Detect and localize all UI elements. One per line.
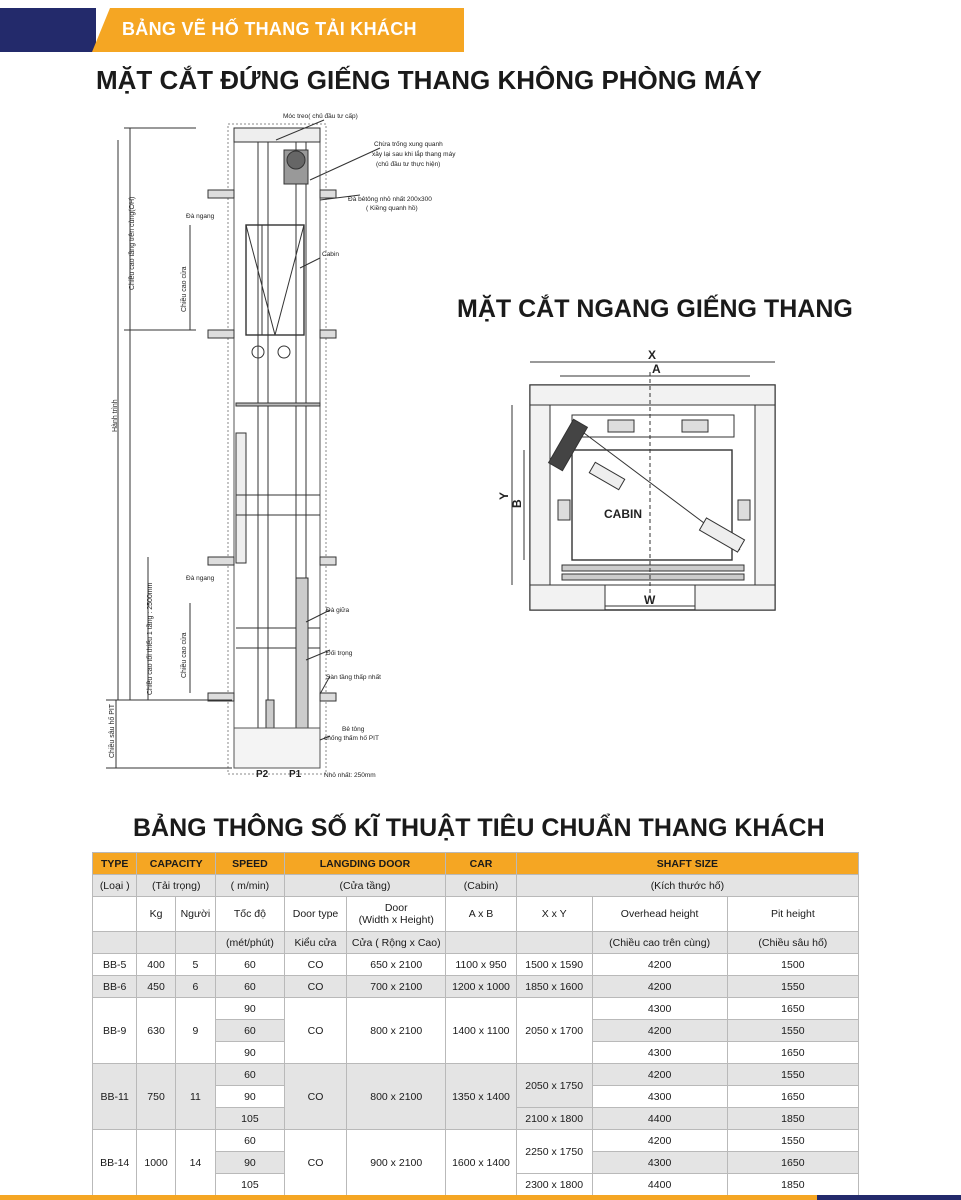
sub-shaft: (Kích thước hố) [516,875,858,897]
col-kg: Kg [137,897,175,932]
cell: 14 [175,1130,215,1196]
col-speed: Tốc độ [216,897,285,932]
travel-label: Hành trình [112,399,119,432]
cell: 2050 x 1750 [516,1064,592,1108]
dim-x-label: X [648,348,657,362]
cell: 105 [216,1108,285,1130]
cell: 60 [216,954,285,976]
header-landing-door: LANGDING DOOR [284,853,445,875]
banner-title: BẢNG VẼ HỐ THANG TẢI KHÁCH [122,19,417,39]
opening-label-3: (chủ đầu tư thực hiện) [376,161,441,168]
cell: 800 x 2100 [347,998,446,1064]
cell: 1850 [727,1108,858,1130]
cell: 60 [216,1064,285,1086]
pit-depth-label: Chiều sâu hố PIT [109,703,116,758]
cell: 1400 x 1100 [446,998,517,1064]
cell: 9 [175,998,215,1064]
top-cross-beam-label: Đà ngang [186,213,215,220]
cell: 4300 [592,1086,727,1108]
door-height-bottom-label: Chiều cao cửa [181,632,188,678]
opening-label: Chừa trống xung quanh [374,141,443,148]
dim-w-label: W [644,593,656,607]
oh-label: Chiều cao tầng trên cùng(OH) [129,196,136,290]
cell: 400 [137,954,175,976]
cell: CO [284,954,347,976]
unit-speed: (mét/phút) [216,932,285,954]
header-speed: SPEED [216,853,285,875]
cell: 4400 [592,1174,727,1196]
cell: 1600 x 1400 [446,1130,517,1196]
concrete-label: Bê tông [342,726,365,733]
beam-label-2: ( Kiềng quanh hồ) [366,205,418,212]
sub-landing-door: (Cửa tầng) [284,875,445,897]
cell: 4200 [592,1020,727,1042]
min-distance-label: Nhỏ nhất: 250mm [324,772,376,779]
min-floor-height-label: Chiều cao tối thiểu 1 tầng : 2500mm [147,582,154,695]
cell: CO [284,998,347,1064]
cabin-label: Cabin [322,251,339,258]
cell: 750 [137,1064,175,1130]
p2-label: P2 [256,769,269,780]
opening-label-2: xây lại sau khi lắp thang máy [372,151,456,158]
table-row-bb14-a [93,1130,859,1152]
header-shaft-size: SHAFT SIZE [516,853,858,875]
cell: 900 x 2100 [347,1130,446,1196]
cell: 1850 [727,1174,858,1196]
counterweight-label: Đối trọng [326,650,353,657]
cell: 1000 [137,1130,175,1196]
dim-b-label: B [510,499,524,508]
cell: 1650 [727,1042,858,1064]
cell: 1650 [727,1152,858,1174]
cell: 60 [216,976,285,998]
table-unit-row [93,932,859,954]
cell: BB-14 [93,1130,137,1196]
col-persons: Người [175,897,215,932]
table-row-bb5 [93,954,859,976]
cabin-plan-label: CABIN [604,507,642,521]
cell: 1550 [727,976,858,998]
header-type: TYPE [93,853,137,875]
cell: 1550 [727,1064,858,1086]
col-door: Door (Width x Height) [347,897,446,932]
cell: 90 [216,1042,285,1064]
unit-door-type: Kiểu cửa [284,932,347,954]
cell: 2050 x 1700 [516,998,592,1064]
cell: 1550 [727,1130,858,1152]
cell: 700 x 2100 [347,976,446,998]
cell: 4200 [592,954,727,976]
cell: 4200 [592,1064,727,1086]
unit-door: Cửa ( Rộng x Cao) [347,932,446,954]
col-door-type: Door type [284,897,347,932]
cell: CO [284,1064,347,1130]
p1-label: P1 [289,769,302,780]
cell: 650 x 2100 [347,954,446,976]
cell: BB-11 [93,1064,137,1130]
beam-label: Đà bêtông nhỏ nhất 200x300 [348,196,432,203]
cell: 450 [137,976,175,998]
dim-a-label: A [652,362,661,376]
sub-car: (Cabin) [446,875,517,897]
col-pit: Pit height [727,897,858,932]
cell: 1650 [727,998,858,1020]
cell: 60 [216,1130,285,1152]
cell: 4200 [592,1130,727,1152]
cell: 4300 [592,1152,727,1174]
cell: 60 [216,1020,285,1042]
table-row-bb11-a [93,1064,859,1086]
cell: 1100 x 950 [446,954,517,976]
cell: 1550 [727,1020,858,1042]
cell: 6 [175,976,215,998]
cell: 1850 x 1600 [516,976,592,998]
door-height-top-label: Chiều cao cửa [181,266,188,312]
cell: 2300 x 1800 [516,1174,592,1196]
concrete-label-2: chống thấm hố PIT [324,735,379,742]
unit-pit: (Chiều sâu hố) [727,932,858,954]
cell: 5 [175,954,215,976]
sub-type: (Loại ) [93,875,137,897]
cell: 11 [175,1064,215,1130]
col-shaft: X x Y [516,897,592,932]
table-subheader-row [93,875,859,897]
spec-table-title: BẢNG THÔNG SỐ KĨ THUẬT TIÊU CHUẨN THANG KHÁCH [133,814,825,842]
cell: 1500 x 1590 [516,954,592,976]
cell: 1350 x 1400 [446,1064,517,1130]
horizontal-section-title: MẶT CẮT NGANG GIẾNG THANG [457,295,853,323]
cell: 800 x 2100 [347,1064,446,1130]
spec-table [92,852,859,1196]
cell: BB-6 [93,976,137,998]
middle-beam-label: Đà giữa [326,607,350,614]
cell: 2100 x 1800 [516,1108,592,1130]
cell: 4200 [592,976,727,998]
cell: 90 [216,998,285,1020]
header-car: CAR [446,853,517,875]
cell: 90 [216,1086,285,1108]
cell: 4300 [592,1042,727,1064]
table-column-row [93,897,859,932]
col-car: A x B [446,897,517,932]
table-row-bb9-a [93,998,859,1020]
cell: CO [284,1130,347,1196]
cell: 630 [137,998,175,1064]
sub-speed: ( m/min) [216,875,285,897]
table-header-row [93,853,859,875]
bottom-cross-beam-label: Đà ngang [186,575,215,582]
dim-y-label: Y [497,491,511,500]
col-overhead: Overhead height [592,897,727,932]
cell: 2250 x 1750 [516,1130,592,1174]
lowest-floor-label: Sàn tầng thấp nhất [326,674,381,681]
vertical-section-title: MẶT CẮT ĐỨNG GIẾNG THANG KHÔNG PHÒNG MÁY [96,65,762,95]
bottom-accent-bar [0,1195,961,1200]
unit-overhead: (Chiều cao trên cùng) [592,932,727,954]
cell: CO [284,976,347,998]
header-capacity: CAPACITY [137,853,216,875]
cell: 1200 x 1000 [446,976,517,998]
cell: 1650 [727,1086,858,1108]
hook-label: Móc treo( chủ đầu tư cấp) [283,113,358,120]
sub-capacity: (Tải trọng) [137,875,216,897]
cell: 1500 [727,954,858,976]
cell: 90 [216,1152,285,1174]
table-row-bb6 [93,976,859,998]
cell: BB-9 [93,998,137,1064]
cell: 105 [216,1174,285,1196]
cell: 4400 [592,1108,727,1130]
cell: 4300 [592,998,727,1020]
cell: BB-5 [93,954,137,976]
